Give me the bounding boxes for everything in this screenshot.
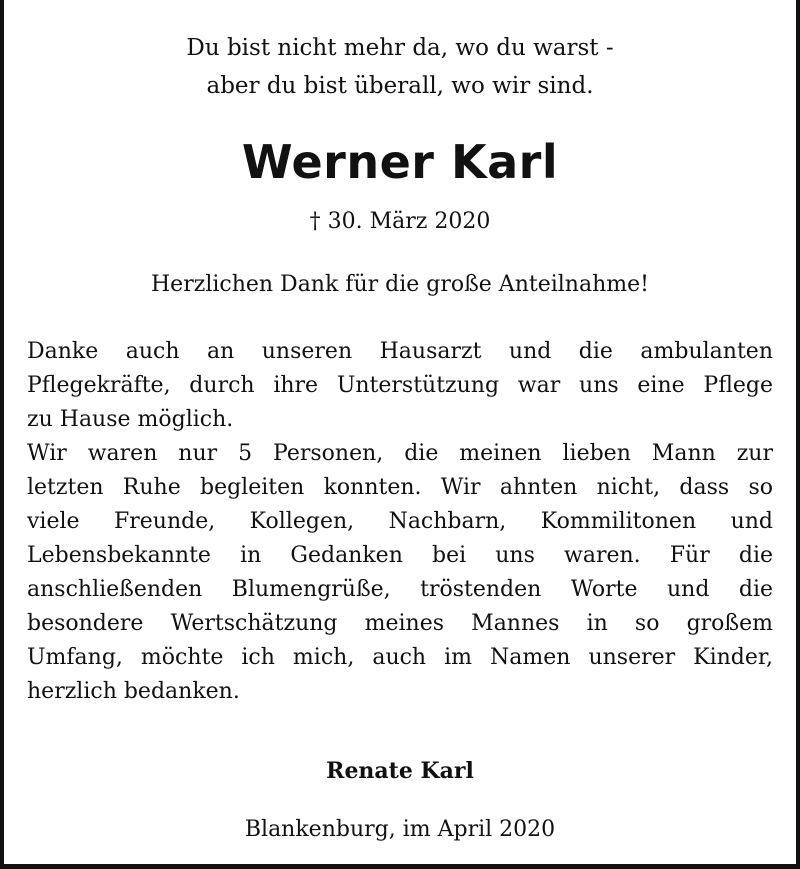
body-line: herzlich bedanken. xyxy=(27,679,240,704)
body-line: zu Hause möglich. xyxy=(27,407,234,432)
body-line: Pflegekräfte, durch ihre Unterstützung war uns eine Pflege xyxy=(27,373,773,398)
body-line: Umfang, möchte ich mich, auch im Namen unserer Kinder, xyxy=(27,645,773,670)
memorial-quote xyxy=(0,29,800,105)
body-line: Lebensbekannte in Gedanken bei uns waren. Für die xyxy=(27,543,773,568)
quote-line-1: Du bist nicht mehr da, wo du warst - xyxy=(186,35,614,61)
body-line: Wir waren nur 5 Personen, die meinen lieben Mann zur xyxy=(27,441,773,466)
quote-line-2: aber du bist überall, wo wir sind. xyxy=(206,73,594,99)
body-line: viele Freunde, Kollegen, Nachbarn, Kommilitonen und xyxy=(27,509,773,534)
body-line: anschließenden Blumengrüße, tröstenden Worte und die xyxy=(27,577,773,602)
body-text xyxy=(27,335,773,709)
deceased-name: Werner Karl xyxy=(241,135,559,189)
body-line: besondere Wertschätzung meines Mannes in so großem xyxy=(27,611,773,636)
body-line: Danke auch an unseren Hausarzt und die ambulanten xyxy=(27,339,773,364)
signature: Renate Karl xyxy=(326,758,474,784)
thanks-headline: Herzlichen Dank für die große Anteilnahme! xyxy=(151,272,649,297)
place-and-date: Blankenburg, im April 2020 xyxy=(244,817,556,842)
body-line: letzten Ruhe begleiten konnten. Wir ahnten nicht, dass so xyxy=(27,475,773,500)
death-date: † 30. März 2020 xyxy=(309,209,491,234)
